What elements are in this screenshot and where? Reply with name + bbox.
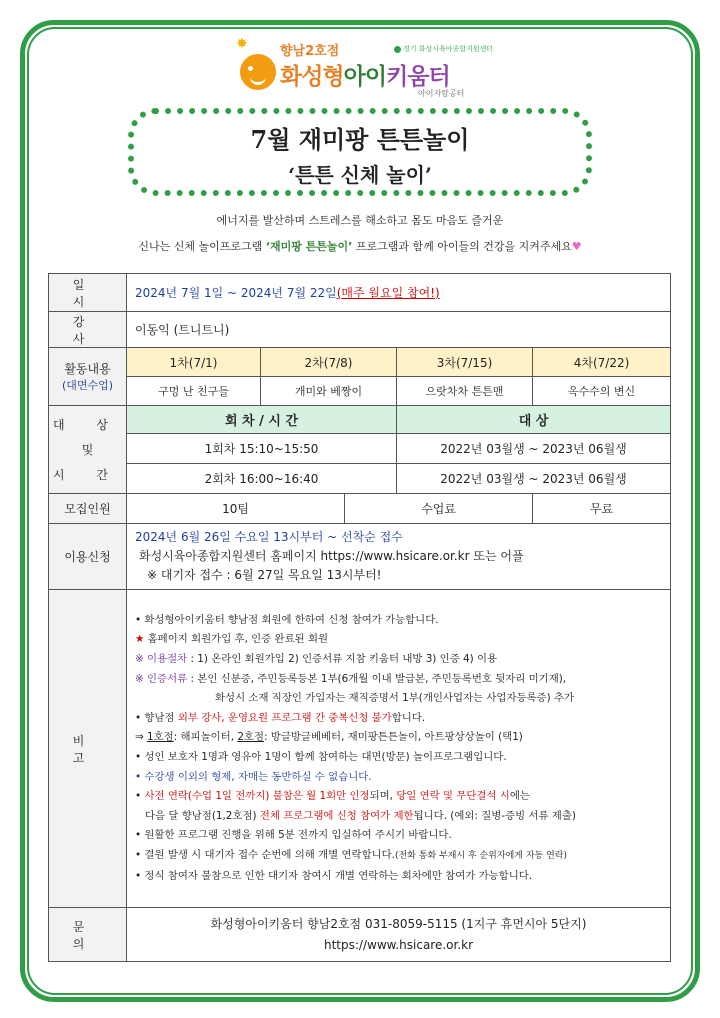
activity-label: 활동내용 (대면수업)	[49, 348, 127, 406]
row-apply	[49, 524, 671, 590]
session-round: 2차(7/8)	[261, 348, 397, 377]
logo-sub: 아이자람공터	[418, 89, 465, 98]
title-box	[128, 108, 592, 196]
intro-line-1: 에너지를 발산하며 스트레스를 해소하고 몸도 마음도 즐거운	[216, 214, 504, 227]
schedule-row	[49, 464, 671, 494]
org-dot-icon	[394, 46, 401, 53]
apply-label: 이용신청	[49, 524, 127, 590]
contact-value: 화성형아이키움터 향남2호점 031-8059-5115 (1지구 휴먼시아 5단지) https://www.hsicare.or.kr	[127, 908, 671, 962]
schedule-target: 2022년 03월생 ~ 2023년 06월생	[397, 464, 671, 494]
schedule-header-time: 회 차 / 시 간	[127, 406, 397, 434]
page-title: 7월 재미팡 튼튼놀이	[250, 125, 470, 154]
logo	[232, 36, 494, 102]
logo-name: 화성형아이키움터	[280, 64, 450, 90]
schedule-time: 1회차 15:10~15:50	[127, 434, 397, 464]
star-icon: ✸	[236, 36, 248, 52]
row-activity-titles	[49, 377, 671, 406]
recruit-label: 모집인원	[49, 494, 127, 524]
date-label: 일 시	[49, 274, 127, 312]
instructor-value: 이동익 (트니트니)	[127, 312, 671, 348]
remarks-label: 비 고	[49, 590, 127, 908]
schedule-label: 대 상 및 시 간	[49, 406, 127, 494]
row-instructor	[49, 312, 671, 348]
schedule-header-target: 대 상	[397, 406, 671, 434]
row-recruit	[49, 494, 671, 524]
fee-value: 무료	[533, 494, 671, 524]
date-value: 2024년 7월 1일 ~ 2024년 7월 22일(매주 월요일 참여!)	[127, 274, 671, 312]
contact-label: 문 의	[49, 908, 127, 962]
heart-icon: ♥	[571, 240, 582, 253]
smile-face-icon	[240, 54, 276, 90]
instructor-label: 강 사	[49, 312, 127, 348]
session-title: 옥수수의 변신	[533, 377, 671, 406]
session-title: 으랏차차 튼튼맨	[397, 377, 533, 406]
intro-line-2: 신나는 신체 놀이프로그램 ‘재미팡 튼튼놀이’ 프로그램과 함께 아이들의 건강을 지켜주세요♥	[138, 240, 582, 253]
arrow-icon: ⇒	[135, 731, 148, 744]
remarks-value: • 화성형아이키움터 향남점 회원에 한하여 신청 참여가 가능합니다. ★ 홈페이지 회원가입 후, 인증 완료된 회원 ※ 이용절차 : 1) 온라인 회원가입 2) 인증서류 지참 키움터 내방 3) 인증 4) 이용 ※ 인증서류 : 본인 신분증, 주민등록등본 1부(6개월 이내 발급본, 주민등록번호 뒷자리 미기재), 화성시 소재 직장인 가입자는 재직증명서 1부(개인사업자는 사업자등록증) 추가 • 향남점 외부 강사, 운영요원 프로그램 간 중복신청 불가합니다. ⇒ 1호점: 해피놀이터, 2호점: 방글방글베베터, 재미팡튼튼놀이, 아트팡상상놀이 (택1) • 성인 보호자 1명과 영유아 1명이 함께 참여하는 대면(방문) 놀이프로그램입니다. • 수강생 이외의 형제, 자매는 동반하실 수 없습니다. • 사전 연락(수업 1일 전까지) 불참은 월 1회만 인정되며, 당일 연락 및 무단결석 시에는 다음 달 향남점(1,2호점) 전체 프로그램에 신청 참여가 제한됩니다. (예외: 질병-증빙 서류 제출) • 원활한 프로그램 진행을 위해 5분 전까지 입실하여 주시기 바랍니다. • 결원 발생 시 대기자 접수 순번에 의해 개별 연락합니다.(전화 통화 부재시 후 순위자에게 자동 연락) • 정식 참여자 불참으로 인한 대기자 참여시 개별 연락하는 회차에만 참여가 가능합니다.	[127, 590, 671, 908]
session-title: 개미와 베짱이	[261, 377, 397, 406]
logo-branch: 향남2호점	[280, 44, 340, 59]
row-date	[49, 274, 671, 312]
session-round: 1차(7/1)	[127, 348, 261, 377]
info-table	[48, 273, 671, 962]
row-remarks	[49, 590, 671, 908]
schedule-row	[49, 434, 671, 464]
session-round: 4차(7/22)	[533, 348, 671, 377]
row-schedule-header	[49, 406, 671, 434]
session-round: 3차(7/15)	[397, 348, 533, 377]
page-subtitle: ‘튼튼 신체 놀이’	[288, 163, 432, 187]
star-icon: ★	[135, 633, 145, 646]
apply-value: 2024년 6월 26일 수요일 13시부터 ~ 선착순 접수 화성시육아종합지원센터 홈페이지 https://www.hsicare.or.kr 또는 어플 ※ 대기자 접수 : 6월 27일 목요일 13시부터!	[127, 524, 671, 590]
schedule-time: 2회차 16:00~16:40	[127, 464, 397, 494]
row-activity-rounds	[49, 348, 671, 377]
logo-org: 경기 화성시육아종합지원센터	[394, 44, 493, 54]
fee-label: 수업료	[345, 494, 533, 524]
schedule-target: 2022년 03월생 ~ 2023년 06월생	[397, 434, 671, 464]
recruit-value: 10팀	[127, 494, 345, 524]
session-title: 구멍 난 친구들	[127, 377, 261, 406]
row-contact	[49, 908, 671, 962]
